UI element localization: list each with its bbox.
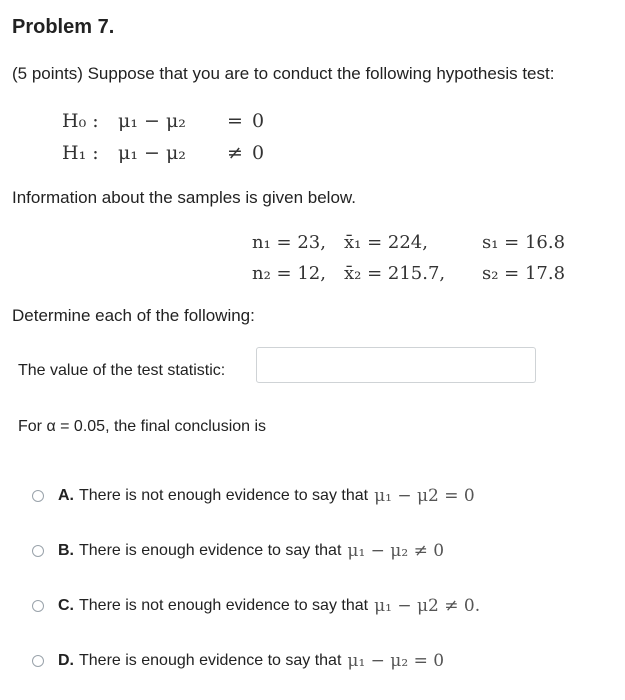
option-b[interactable] — [32, 541, 444, 561]
sample-xbar1: x̄₁ = 224, — [344, 232, 428, 253]
null-hypothesis-label: H₀ : — [62, 110, 99, 132]
option-math: μ₁ − μ2 = 0 — [374, 486, 475, 506]
alternative-hypothesis-value: 0 — [252, 142, 265, 164]
alternative-hypothesis-relation: ≠ — [227, 142, 243, 164]
radio-button[interactable] — [32, 600, 44, 612]
option-math: μ₁ − μ₂ ≠ 0 — [347, 541, 445, 561]
radio-button[interactable] — [32, 490, 44, 502]
alternative-hypothesis — [62, 142, 264, 164]
null-hypothesis-value: 0 — [252, 110, 265, 132]
samples-intro: Information about the samples is given below. — [12, 188, 356, 207]
option-text: There is enough evidence to say that — [79, 652, 342, 669]
alternative-hypothesis-expression: μ₁ − μ₂ — [118, 142, 186, 164]
option-c[interactable] — [32, 596, 480, 616]
sample-xbar2: x̄₂ = 215.7, — [344, 263, 446, 284]
option-text: There is enough evidence to say that — [79, 542, 342, 559]
sample-s1: s₁ = 16.8 — [482, 232, 566, 253]
option-d[interactable] — [32, 651, 444, 671]
null-hypothesis-relation: = — [227, 110, 243, 132]
null-hypothesis-expression: μ₁ − μ₂ — [118, 110, 186, 132]
option-letter: B. — [58, 542, 74, 559]
problem-title: Problem 7. — [12, 16, 115, 38]
radio-button[interactable] — [32, 655, 44, 667]
sample-n1: n₁ = 23, — [252, 232, 326, 253]
sample-s2: s₂ = 17.8 — [482, 263, 566, 284]
test-statistic-label: The value of the test statistic: — [18, 362, 226, 379]
option-letter: D. — [58, 652, 74, 669]
radio-button[interactable] — [32, 545, 44, 557]
sample-n2: n₂ = 12, — [252, 263, 326, 284]
option-text: There is not enough evidence to say that — [79, 487, 369, 504]
test-statistic-input[interactable] — [256, 347, 536, 383]
alternative-hypothesis-label: H₁ : — [62, 142, 99, 164]
option-letter: C. — [58, 597, 74, 614]
problem-prompt: (5 points) Suppose that you are to conduct the following hypothesis test: — [12, 64, 555, 83]
option-math: μ₁ − μ₂ = 0 — [347, 651, 445, 671]
option-a[interactable] — [32, 486, 475, 506]
option-math: μ₁ − μ2 ≠ 0. — [374, 596, 481, 616]
determine-instruction: Determine each of the following: — [12, 306, 255, 325]
null-hypothesis — [62, 110, 264, 132]
conclusion-prompt: For α = 0.05, the final conclusion is — [18, 418, 267, 435]
option-letter: A. — [58, 487, 74, 504]
option-text: There is not enough evidence to say that — [79, 597, 369, 614]
